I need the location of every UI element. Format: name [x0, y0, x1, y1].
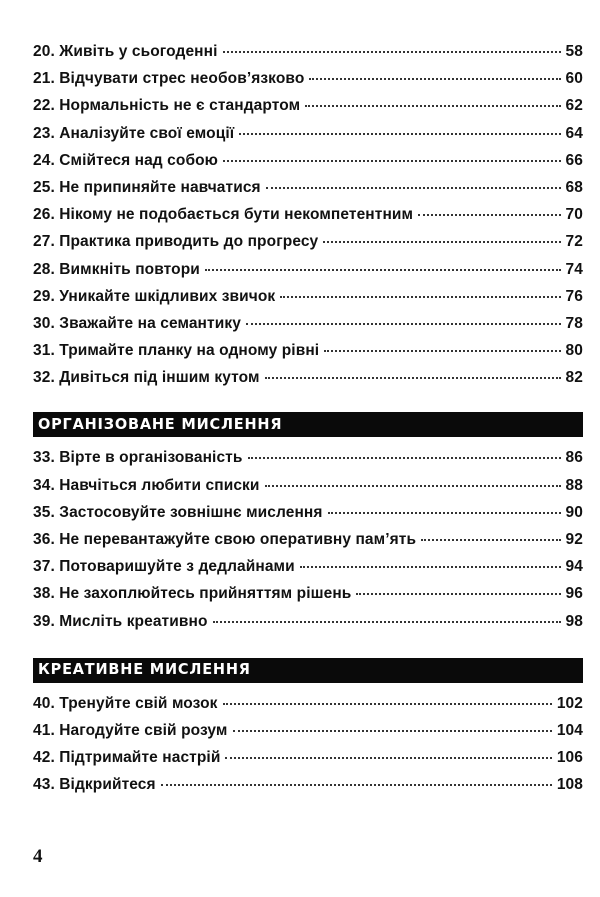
toc-entry[interactable] [33, 722, 583, 749]
toc-entry[interactable] [33, 369, 583, 396]
dot-leader [161, 784, 552, 786]
toc-entry[interactable] [33, 531, 583, 558]
dot-leader [300, 566, 561, 568]
toc-entry[interactable] [33, 695, 583, 722]
toc-entry-title: 41. Нагодуйте свій розум [33, 721, 228, 739]
toc-entry-title: 28. Вимкніть повтори [33, 260, 200, 278]
toc-entry[interactable] [33, 288, 583, 315]
toc-entry[interactable] [33, 449, 583, 476]
dot-leader [205, 269, 561, 271]
toc-entry-page: 66 [565, 151, 583, 169]
toc-entry-title: 35. Застосовуйте зовнішнє мислення [33, 503, 323, 521]
toc-entry-title: 22. Нормальність не є стандартом [33, 97, 301, 115]
toc-entry[interactable] [33, 233, 583, 260]
toc-entry-page: 96 [565, 585, 583, 603]
toc-entry-page: 78 [565, 314, 583, 332]
dot-leader [324, 350, 560, 352]
dot-leader [309, 78, 560, 80]
section-heading-label: ОРГАНІЗОВАНЕ МИСЛЕННЯ [38, 416, 283, 434]
dot-leader [248, 457, 561, 459]
toc-entry-title: 33. Вірте в організованість [33, 449, 243, 467]
toc-entry[interactable] [33, 70, 583, 97]
toc-entry-page: 76 [565, 287, 583, 305]
table-of-contents [33, 43, 583, 804]
toc-entry-page: 108 [556, 776, 583, 794]
dot-leader [239, 133, 560, 135]
toc-entry-page: 74 [565, 260, 583, 278]
dot-leader [225, 757, 551, 759]
toc-entry-page: 58 [565, 43, 583, 60]
toc-entry-page: 88 [565, 476, 583, 494]
dot-leader [328, 512, 561, 514]
dot-leader [305, 105, 560, 107]
toc-entry-page: 80 [565, 342, 583, 360]
toc-entry-title: 27. Практика приводить до прогресу [33, 233, 319, 251]
toc-entry[interactable] [33, 613, 583, 640]
toc-entry-page: 102 [556, 694, 583, 712]
toc-entry-page: 60 [565, 70, 583, 88]
toc-entry[interactable] [33, 43, 583, 70]
dot-leader [265, 377, 561, 379]
toc-entry-title: 29. Уникайте шкідливих звичок [33, 287, 276, 305]
toc-entry-title: 25. Не припиняйте навчатися [33, 178, 261, 196]
dot-leader [213, 621, 561, 623]
toc-entry[interactable] [33, 97, 583, 124]
dot-leader [323, 241, 560, 243]
toc-group-2 [33, 449, 583, 639]
dot-leader [280, 296, 560, 298]
section-heading-organized-thinking [33, 412, 583, 437]
toc-entry-page: 86 [565, 449, 583, 467]
toc-group-3 [33, 695, 583, 804]
toc-entry[interactable] [33, 504, 583, 531]
toc-entry-page: 106 [556, 749, 583, 767]
toc-entry-page: 72 [565, 233, 583, 251]
toc-entry-title: 34. Навчіться любити списки [33, 476, 260, 494]
toc-entry[interactable] [33, 585, 583, 612]
toc-entry-title: 21. Відчувати стрес необов’язково [33, 70, 305, 88]
dot-leader [356, 593, 560, 595]
toc-entry[interactable] [33, 342, 583, 369]
page-number: 4 [33, 846, 43, 867]
toc-entry-title: 36. Не перевантажуйте свою оперативну пам’ять [33, 531, 417, 548]
toc-entry-title: 38. Не захоплюйтесь прийняттям рішень [33, 585, 352, 603]
toc-entry-page: 90 [565, 503, 583, 521]
toc-entry-page: 62 [565, 97, 583, 115]
toc-entry[interactable] [33, 179, 583, 206]
toc-entry[interactable] [33, 261, 583, 288]
toc-entry[interactable] [33, 206, 583, 233]
dot-leader [223, 160, 561, 162]
toc-entry-title: 42. Підтримайте настрій [33, 749, 221, 767]
toc-entry-title: 23. Аналізуйте свої емоції [33, 124, 235, 142]
toc-entry-title: 37. Потоваришуйте з дедлайнами [33, 558, 295, 576]
toc-entry-title: 43. Відкрийтеся [33, 776, 156, 794]
toc-entry-page: 68 [565, 178, 583, 196]
toc-group-1 [33, 43, 583, 396]
section-heading-creative-thinking [33, 658, 583, 683]
section-heading-label: КРЕАТИВНЕ МИСЛЕННЯ [38, 661, 251, 679]
toc-entry-page: 92 [565, 531, 583, 548]
dot-leader [223, 51, 561, 53]
toc-entry-title: 20. Живіть у сьогоденні [33, 43, 218, 60]
toc-entry-page: 94 [565, 558, 583, 576]
dot-leader [223, 703, 552, 705]
toc-entry-title: 30. Зважайте на семантику [33, 314, 241, 332]
dot-leader [265, 485, 561, 487]
toc-entry-page: 82 [565, 369, 583, 387]
toc-entry-title: 40. Тренуйте свій мозок [33, 694, 218, 712]
dot-leader [421, 539, 560, 541]
toc-entry[interactable] [33, 152, 583, 179]
toc-entry-page: 64 [565, 124, 583, 142]
toc-entry-title: 31. Тримайте планку на одному рівні [33, 342, 320, 360]
toc-entry[interactable] [33, 558, 583, 585]
toc-entry-page: 104 [556, 721, 583, 739]
dot-leader [246, 323, 561, 325]
toc-entry-title: 32. Дивіться під іншим кутом [33, 369, 260, 387]
dot-leader [266, 187, 561, 189]
toc-entry[interactable] [33, 749, 583, 776]
toc-entry-title: 24. Смійтеся над собою [33, 151, 219, 169]
toc-entry-title: 26. Нікому не подобається бути некомпетентним [33, 206, 414, 224]
toc-entry-page: 70 [565, 206, 583, 224]
dot-leader [418, 214, 560, 216]
dot-leader [233, 730, 552, 732]
toc-entry[interactable] [33, 477, 583, 504]
toc-entry[interactable] [33, 315, 583, 342]
toc-entry-page: 98 [565, 612, 583, 630]
toc-entry-title: 39. Мисліть креативно [33, 612, 208, 630]
toc-entry[interactable] [33, 125, 583, 152]
toc-entry[interactable] [33, 776, 583, 803]
